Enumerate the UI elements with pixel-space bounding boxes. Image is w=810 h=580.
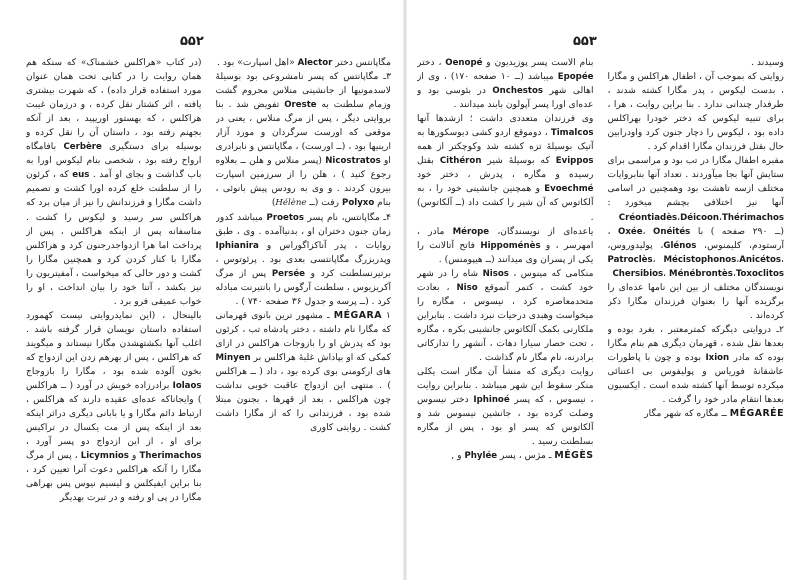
page-number: ۵۵۲ — [180, 34, 204, 49]
paragraph: بنام الاست پسر پوزیدیون و Oenopé ، دختر Epopée میباشد (ــ ۱۰ صفحه ۱۷۰) ، وی از اهالی شهر Onchestos در بئوسی بود و عده‌ای اورا پسر آپولون بابند میدانند . وی فرزندان متعددی داشت ؛ ازشدها آنها Timalcos ، دوموقع اردو کشی دیوسکورها به آتیک بوسیلهٔ تزه کشته شد وکوچکتر از همه Evippos که بوسیلهٔ شیر Cithéron بقتل رسیده و مگاره ، پدرش ، دختر خود Evoechmé و همچنین جانشینی خود را ، به آلکاتوس که آن شیر را کشت داد (ــ آلکاتوس) . یاعده‌ای از نویسندگان، Mérope مادر ، امهرسر ، و Hippoménès فاتح آتالانت را یکی از پسران وی میدانند (ــ هیپومنس) . منکامی که مینوس ، Nisos شاه را در شهر خود کشت ، کتمر آنموقع Niso ، بعادت متحدمعاصره کرد ، نیسوس ، مگاره را میخواست وهبدی درحیات نبرد داشت . بنابراین ملکارنی بکمک آلکاتوس جانشینی بکره ، مگاره ، تحت حصار سیارا دهات ، آنشهر را تدارکاتی برادرنه، نام مگار نام گذاشت . روایت دیگری که منشأ آن مگار است یکلی منکر سقوط این شهر میباشد . بنابراین روایت ، نیسوس ، که پسر Iphinoé دختر نیسوس وصلت کرده بود ، جانشین نیسوس شد و آلکاتوس که پسر او بود ، پس از مگاره بسلطنت رسید . MÉGÈS ـ مژس ، پسر Phylée و , — [417, 57, 594, 462]
text-columns — [26, 56, 391, 572]
column-left — [26, 56, 202, 572]
entry-heading: MÉGARA — [333, 309, 382, 321]
page-number: ۵۵۳ — [573, 34, 597, 49]
paragraph: وسیدند . روایتی که بموجب آن ، اطفال هراکلس و مگارا ، بدست لیکوس ، پدر مگارا کشته شدند ، طرفدار چندانی ندارد . بنا براین روایت ، هرا ، برای تنبیه لیکوس که دختر خودرا بهراکلس داده بود ، لیکوس را دچار جنون کرد واودرابین حال بقتل فرزندان مگارا اقدام کرد . مقبره اطفال مگارا در تب بود و مراسمی برای ستایش آنها بجا میآوردند . تعداد آنها بنابروایات مختلف ازسه تاهشت بود وهمچنین در اسامی آنها نیز اختلافی بچشم میخورد : Créontiadès،Déicoon،Thérimachos (ــ ۲۹۰ صفحه ) با Oxée، Onéités ، آرستودم، کلیمنوس، Glénos، پولیدوروس، Patroclès، Mécistophonos،Anicétos، Chersibios، Ménébrontès،Toxoclitos نویسندگان مختلف از بین این نامها عده‌ای را برگزیده آنها را بعنوان فرزندان مگارا ذکر کرده‌اند . ۲ـ دروایتی دیگرکه کمترمعتبر ، بغرد بوده و بعدها نقل شده ، قهرمان دیگری هم بنام مگارا بوده که مادر Ixion بوده و چون با پاطورات عاشقانهٔ فوریاس و پولیفوس بی اعتنائی میکرده توسط آنها کشته شده است . ایکسیون بعدها انتقام مادر خود را گرفت . MÉGARÉE ــ مگاره که شهر مگار — [607, 57, 784, 420]
entry-heading: MÉGÈS — [554, 450, 594, 462]
paragraph: مگاپانتس دختر Alector «اهل اسپارت» بود . ۳ـ مگاپانتس که پسر نامشروعی بود بوسیلهٔ لاسدمونیها از جانشینی منلاس محروم گشت وزمام سلطنت به Oreste تفویض شد . بنا بروایتی دیگر ، پس از مرگ منلاس ، یعنی در موقعی که اورست سرگردان و مورد آزار ارینیها بود ، (ــ اورست) ، مگاپانتس و نابرادری او Nicostratos (پسر منلاس و هلن ــ بعلاوه رجوع کنید ) ، هلن را از سرزمین اسپارت بیرون کردند . و وی به رودس پیش بانوئی ، بنام Polyxo رفت (ــ Hélène) ۴ـ مگاپانتس، نام پسر Proetos میباشد کدور زمان جنون دختران او ، بدنیاآمده . وی ، طبق روایات ، پدر آناکزاگوراس و Iphianira وپدربزرگ مگاپانتسی بعدی بود . پرئوتوس ، برتیرنسلطنت کرد و Persée پس از مرگ آکریزیوس ، سلطنت آرگوس را بانتیرنت مبادله کرد . (ــ پرسه و جدول ۳۶ صفحه ۷۴۰ ) . MÉGARA ۱ ـ مشهور ترین بانوی قهرمانی که مگارا نام داشته ، دختر پادشاه تب ، کرئون بود که پدرش او را بازوجات هراکلس در ازای کمکی که او بپاداش غلبهٔ هراکلس بر Minyen های ارکومنی بوی کرده بود ، داد ( ــ هراکلس ) . منتهی این ازدواج عاقبت خوبی نداشت چون هراکلس ، بعد از قهرها ، بجنون مبتلا شده بود ، فرزندانی را که از مگارا داشت کشت . روایتی کاوری — [215, 57, 391, 434]
right-page — [405, 0, 810, 580]
text-columns — [417, 56, 784, 572]
entry-heading: MÉGARÉE — [729, 408, 784, 420]
column-right — [608, 56, 785, 572]
column-left — [417, 56, 594, 572]
paragraph: (در کتاب «هراکلس خشمناک» که سنکه هم همان روایت را در کتابی تحت همان عنوان مورد استفاده قرار داده) ، که شهرت بیشتری یافته ، اثر کشتار نقل کرده ، و درزمان غیبت هراکلس ، که بهستور اوریپید ، بعد از آنکه بجهنم رفته بود ، داستان آن را نقل کرده و بوسیله برای دستگیری Cerbère بافامگاه ارواح رفته بود ، شخصی بنام لیکوس اورا به باب گذاشت و بجای او آمد . eus که ، کرئون را از سلطنت خلع کرده اورا کشت و تصمیم داشت مگارا و فرزندانش را نیز از میان برد که هراکلس سر رسید و لیکوس را کشت . متاسفانه پس از اینکه هراکلس ، پس از پرداخت اما هرا ازدواجدرجنون کرد و هراکلس مگارا با کنار کردن کرد و همچنین مگارا را کشت و دور حالی که میخواست ، آمفیتریون را نیز بکشد ، آتنا خود را بیان انداخت ، او را خواب عمیقی فرو برد . بالینحال ، (این نمایدروایتی نیست کهمورد استفاده داستان نویسان قرار گرفته باشد . اغلب آنها بکشتهشدن مگارا نیستاند و میگویند که هراکلس ، پس از بهرهم زدن این ازدواج که بخون آلوده شده بود ، مگارا را بازوجاج Iolaos برادرزاده خویش در آورد ( ــ هراکلس ) وایجاناکه عده‌ای عقیده دارند که هراکلس ، ارتباط دائم مگارا و یا بابانی دیگری دراثر اینکه بعد از اینکه پس از مت یکسال در تراکیس برای او ، از این ازدواج دو پسر آورد ، Therimachos و Licymnios ، پس از مرگ مگارا را آنکه هراکلس دعوت آنرا تعیین کرد ، بنا براین ایفیکلس و لیسیم نیوس پس بهراهی مگارا در پی او رفته و در تبرت بهدیگر — [26, 57, 202, 504]
column-right — [216, 56, 392, 572]
